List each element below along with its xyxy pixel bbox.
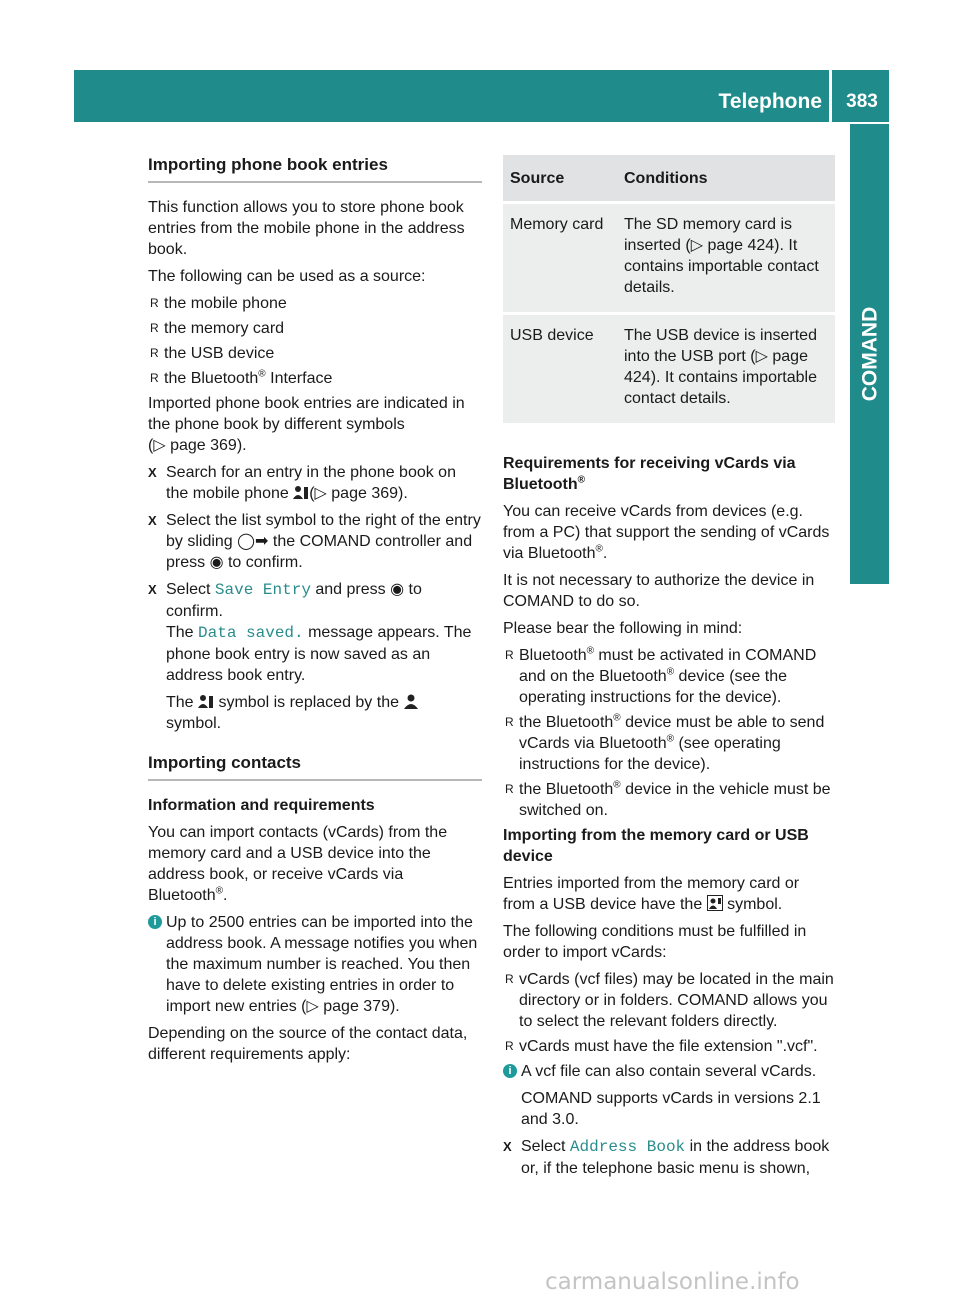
step: X Search for an entry in the phone book on the mobile phone (▷ page 369). [148, 464, 456, 502]
bullet-marker: R [505, 715, 514, 729]
step: X Select the list symbol to the right of the entry by sliding ◯➡ the COMAND controller and press ◉ to confirm. [148, 512, 481, 571]
step-arrow: X [148, 465, 157, 480]
bullet-marker: R [150, 296, 159, 310]
heading-importing-phone-book: Importing phone book entries [148, 154, 482, 183]
info-note: i Up to 2500 entries can be imported into the address book. A message notifies you when the maximum number is reached. You then have to delete existing entries in order to import new entries (▷ page 379). [148, 912, 482, 1017]
bullet-marker: R [505, 782, 514, 796]
bullet-marker: R [150, 321, 159, 335]
memory-card-contact-icon [707, 895, 723, 911]
step: X Select Address Book in the address book or, if the telephone basic menu is shown, [503, 1138, 830, 1177]
bullet-marker: R [505, 1039, 514, 1053]
paragraph: The following conditions must be fulfilled in order to import vCards: [503, 923, 807, 961]
paragraph: Please bear the following in mind: [503, 620, 743, 637]
right-column [503, 155, 835, 1185]
list-item: R the Bluetooth® device in the vehicle must be switched on. [505, 779, 831, 819]
paragraph: It is not necessary to authorize the device in COMAND to do so. [503, 572, 815, 610]
list-item: R vCards (vcf files) may be located in the main directory or in folders. COMAND allows you to select the relevant folders directly. [505, 971, 834, 1030]
side-tab [850, 124, 889, 584]
section-title: Telephone [718, 90, 822, 113]
paragraph: The following can be used as a source: [148, 268, 426, 285]
requirements-list [503, 645, 835, 821]
subheading: Importing from the memory card or USB device [503, 827, 809, 865]
source-list [148, 293, 482, 389]
info-note: i A vcf file can also contain several vCards. COMAND supports vCards in versions 2.1 and 3.0. [503, 1061, 835, 1130]
message-data-saved: Data saved. [198, 624, 304, 642]
list-item: R the Bluetooth® Interface [150, 368, 333, 387]
info-icon: i [148, 915, 162, 929]
paragraph: You can receive vCards from devices (e.g. from a PC) that support the sending of vCards via Bluetooth®. [503, 503, 830, 562]
table-row [503, 314, 835, 424]
column-header-conditions: Conditions [617, 155, 835, 203]
column-header-source: Source [503, 155, 617, 203]
list-item: R the Bluetooth® device must be able to send vCards via Bluetooth® (see operating instructions for the device). [505, 712, 825, 773]
step: X Select Save Entry and press ◉ to confirm. The Data saved. message appears. The phone book entry is now saved as an address book entry. The symbol is replaced by the symbol. [148, 579, 482, 734]
conditions-list [503, 969, 835, 1057]
conditions-table [503, 155, 835, 423]
table-cell: The SD memory card is inserted (▷ page 424). It contains importable contact details. [617, 203, 835, 314]
bullet-marker: R [150, 346, 159, 360]
menu-item-save-entry: Save Entry [214, 581, 311, 599]
paragraph: Imported phone book entries are indicated in the phone book by different symbols (▷ page 369). [148, 395, 465, 454]
header-divider [829, 70, 832, 122]
symbol-note: The symbol is replaced by the symbol. [166, 692, 482, 734]
person-icon [403, 693, 419, 709]
list-item: R Bluetooth® must be activated in COMAND and on the Bluetooth® device (see the operating instructions for the device). [505, 645, 817, 706]
mobile-phone-contact-icon [198, 693, 214, 709]
side-tab-label: COMAND [858, 306, 881, 402]
bullet-marker: R [505, 648, 514, 662]
heading-importing-contacts: Importing contacts [148, 752, 482, 781]
paragraph: You can import contacts (vCards) from the memory card and a USB device into the address book, or receive vCards via Bluetooth®. [148, 824, 448, 904]
step-arrow: X [148, 513, 157, 528]
table-header-row [503, 155, 835, 203]
left-column [148, 150, 482, 1071]
subheading: Information and requirements [148, 797, 375, 814]
bullet-marker: R [150, 371, 159, 385]
table-row [503, 203, 835, 314]
list-item: R the USB device [150, 345, 275, 362]
table-cell: The USB device is inserted into the USB port (▷ page 424). It contains importable contact details. [617, 314, 835, 424]
bullet-marker: R [505, 972, 514, 986]
info-icon: i [503, 1064, 517, 1078]
mobile-phone-contact-icon [293, 484, 309, 500]
list-item: R the memory card [150, 320, 285, 337]
paragraph: Entries imported from the memory card or from a USB device have the symbol. [503, 875, 800, 913]
list-item: R vCards must have the file extension ".vcf". [505, 1038, 818, 1055]
table-cell: Memory card [503, 203, 617, 314]
step-arrow: X [503, 1139, 512, 1154]
subheading: Requirements for receiving vCards via Bluetooth® [503, 455, 796, 493]
watermark: carmanualsonline.info [545, 1269, 800, 1295]
table-cell: USB device [503, 314, 617, 424]
list-item: R the mobile phone [150, 295, 287, 312]
step-arrow: X [148, 582, 157, 597]
page-number: 383 [846, 91, 878, 112]
menu-item-address-book: Address Book [569, 1138, 686, 1156]
header-bar [74, 70, 889, 122]
paragraph: Depending on the source of the contact data, different requirements apply: [148, 1025, 468, 1063]
paragraph: This function allows you to store phone book entries from the mobile phone in the address book. [148, 199, 465, 258]
